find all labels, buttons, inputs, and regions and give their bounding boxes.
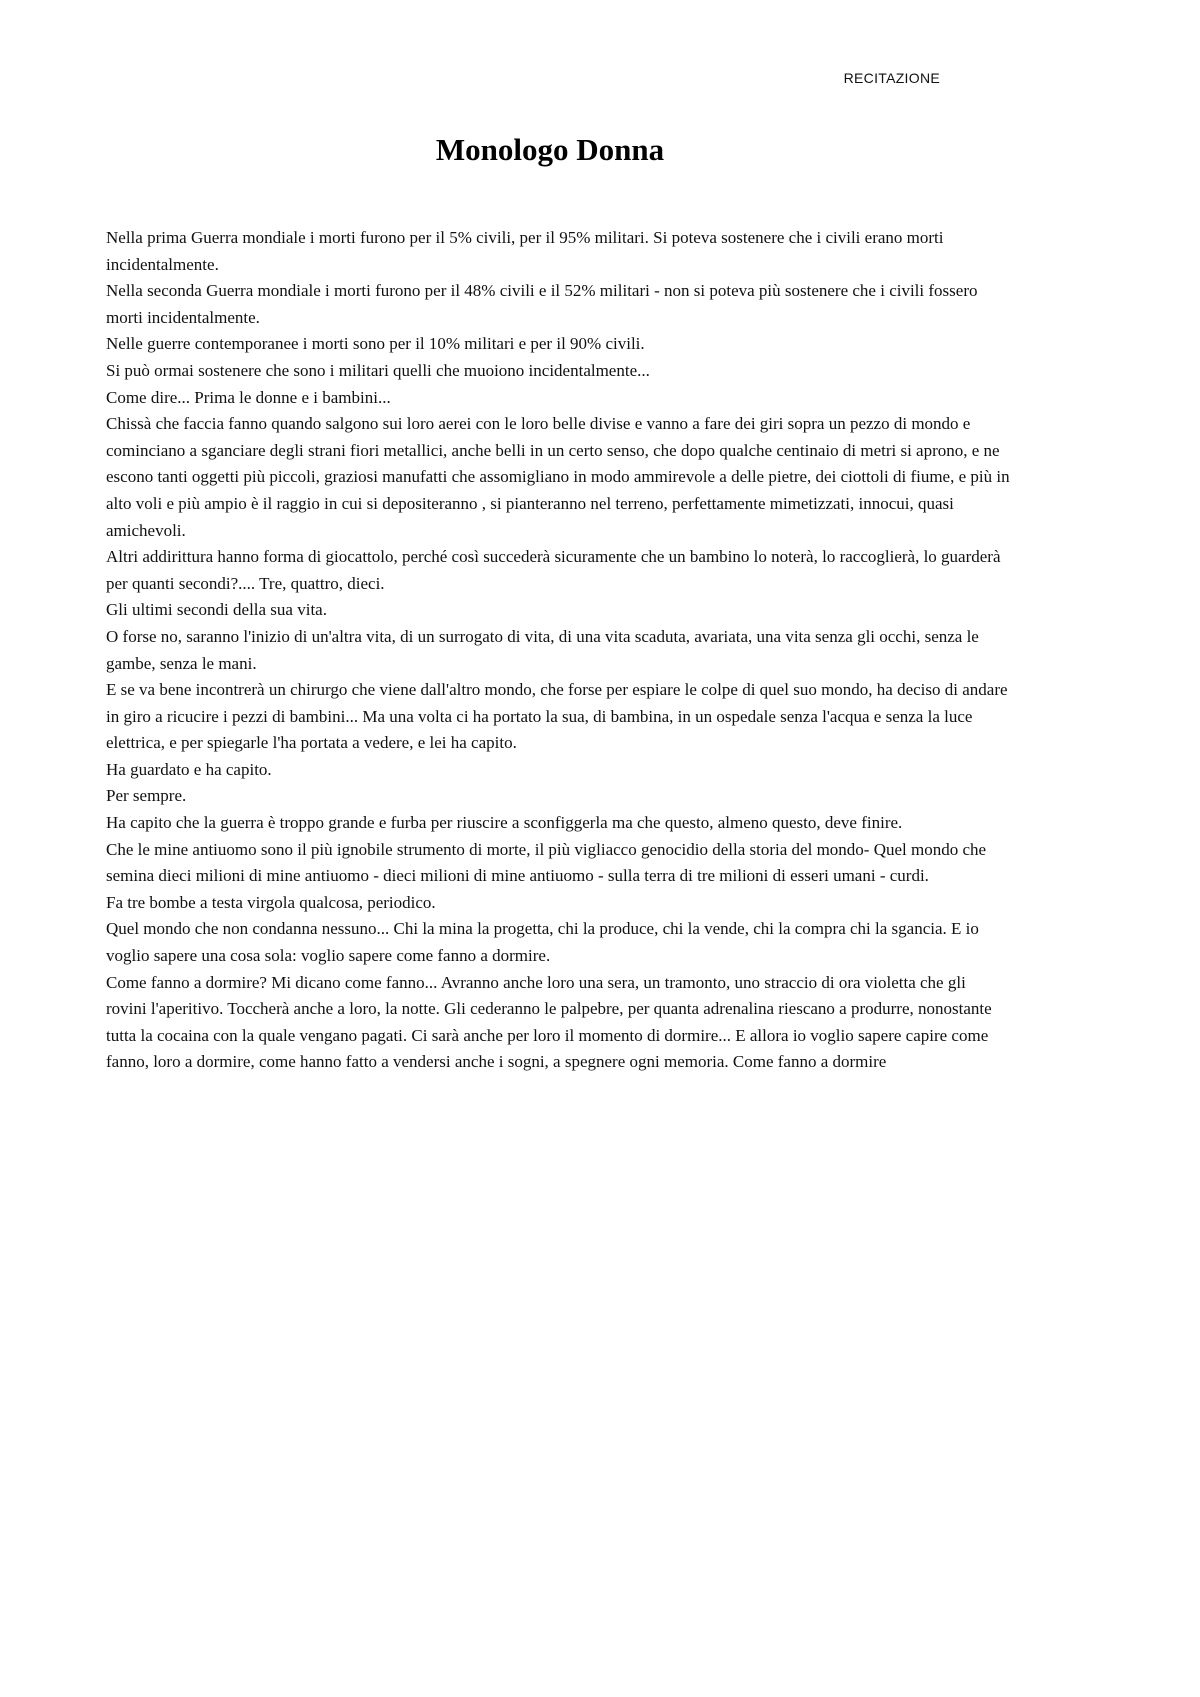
paragraph: Quel mondo che non condanna nessuno... Chi la mina la progetta, chi la produce, chi la vende, chi la compra chi la sgancia. E io voglio sapere una cosa sola: voglio sapere come fanno a dormire. [106,919,979,966]
paragraph: E se va bene incontrerà un chirurgo che viene dall'altro mondo, che forse per espiare le colpe di quel suo mondo, ha deciso di andare in giro a ricucire i pezzi di bambini... Ma una volta ci ha portato la sua, di bambina, in un ospedale senza l'acqua e senza la luce elettrica, e per spiegarle l'ha portata a vedere, e lei ha capito. [106,680,1008,753]
paragraph: O forse no, saranno l'inizio di un'altra vita, di un surrogato di vita, di una vita scaduta, avariata, una vita senza gli occhi, senza le gambe, senza le mani. [106,626,979,673]
paragraph: Ha capito che la guerra è troppo grande e furba per riuscire a sconfiggerla ma che questo, almeno questo, deve finire. [106,813,903,833]
paragraph: Che le mine antiuomo sono il più ignobile strumento di morte, il più vigliacco genocidio della storia del mondo- Quel mondo che semina dieci milioni di mine antiuomo - dieci milioni di mine antiuomo - sulla terra di tre milioni di esseri umani - curdi. [106,839,987,886]
paragraph: Si può ormai sostenere che sono i militari quelli che muoiono incidentalmente... [106,360,650,380]
paragraph: Altri addirittura hanno forma di giocattolo, perché così succederà sicuramente che un bambino lo noterà, lo raccoglierà, lo guarderà per quanti secondi?.... Tre, quattro, dieci. [106,547,1001,593]
paragraph: Per sempre. [106,786,187,806]
paragraph: Nelle guerre contemporanee i morti sono per il 10% militari e per il 90% civili. [106,334,645,354]
paragraph: Come dire... Prima le donne e i bambini... [106,387,391,407]
paragraph: Come fanno a dormire? Mi dicano come fanno... Avranno anche loro una sera, un tramonto, uno straccio di ora violetta che gli rovini l'aperitivo. Toccherà anche a loro, la notte. Gli cederanno le palpebre, per quanta adrenalina riescano a produrre, nonostante tutta la cocaina con la quale vengano pagati. Ci sarà anche per loro il momento di dormire... E allora io voglio sapere capire come fanno, loro a dormire, come hanno fatto a vendersi anche i sogni, a spegnere ogni memoria. Come fanno a dormire [106,972,992,1072]
paragraph: Chissà che faccia fanno quando salgono sui loro aerei con le loro belle divise e vanno a fare dei giri sopra un pezzo di mondo e cominciano a sganciare degli strani fiori metallici, anche belli in un certo senso, che dopo qualche centinaio di metri si aprono, e ne escono tanti oggetti più piccoli, graziosi manufatti che assomigliano in modo ammirevole a delle pietre, dei ciottoli di fiume, e più in alto voli e più ampio è il raggio in cui si depositeranno , si pianteranno nel terreno, perfettamente mimetizzati, innocui, quasi amichevoli. [106,414,1010,540]
paragraph: Gli ultimi secondi della sua vita. [106,600,327,620]
paragraph: Nella seconda Guerra mondiale i morti furono per il 48% civili e il 52% militari - non si poteva più sostenere che i civili fossero morti incidentalmente. [106,281,978,327]
paragraph: Nella prima Guerra mondiale i morti furono per il 5% civili, per il 95% militari. Si poteva sostenere che i civili erano morti incidentalmente. [106,228,944,274]
paragraph: Ha guardato e ha capito. [106,759,272,779]
document-title: Monologo Donna [435,132,665,167]
paragraph: Fa tre bombe a testa virgola qualcosa, periodico. [106,892,436,912]
document-body [106,225,1010,1076]
header-label: RECITAZIONE [843,70,940,86]
